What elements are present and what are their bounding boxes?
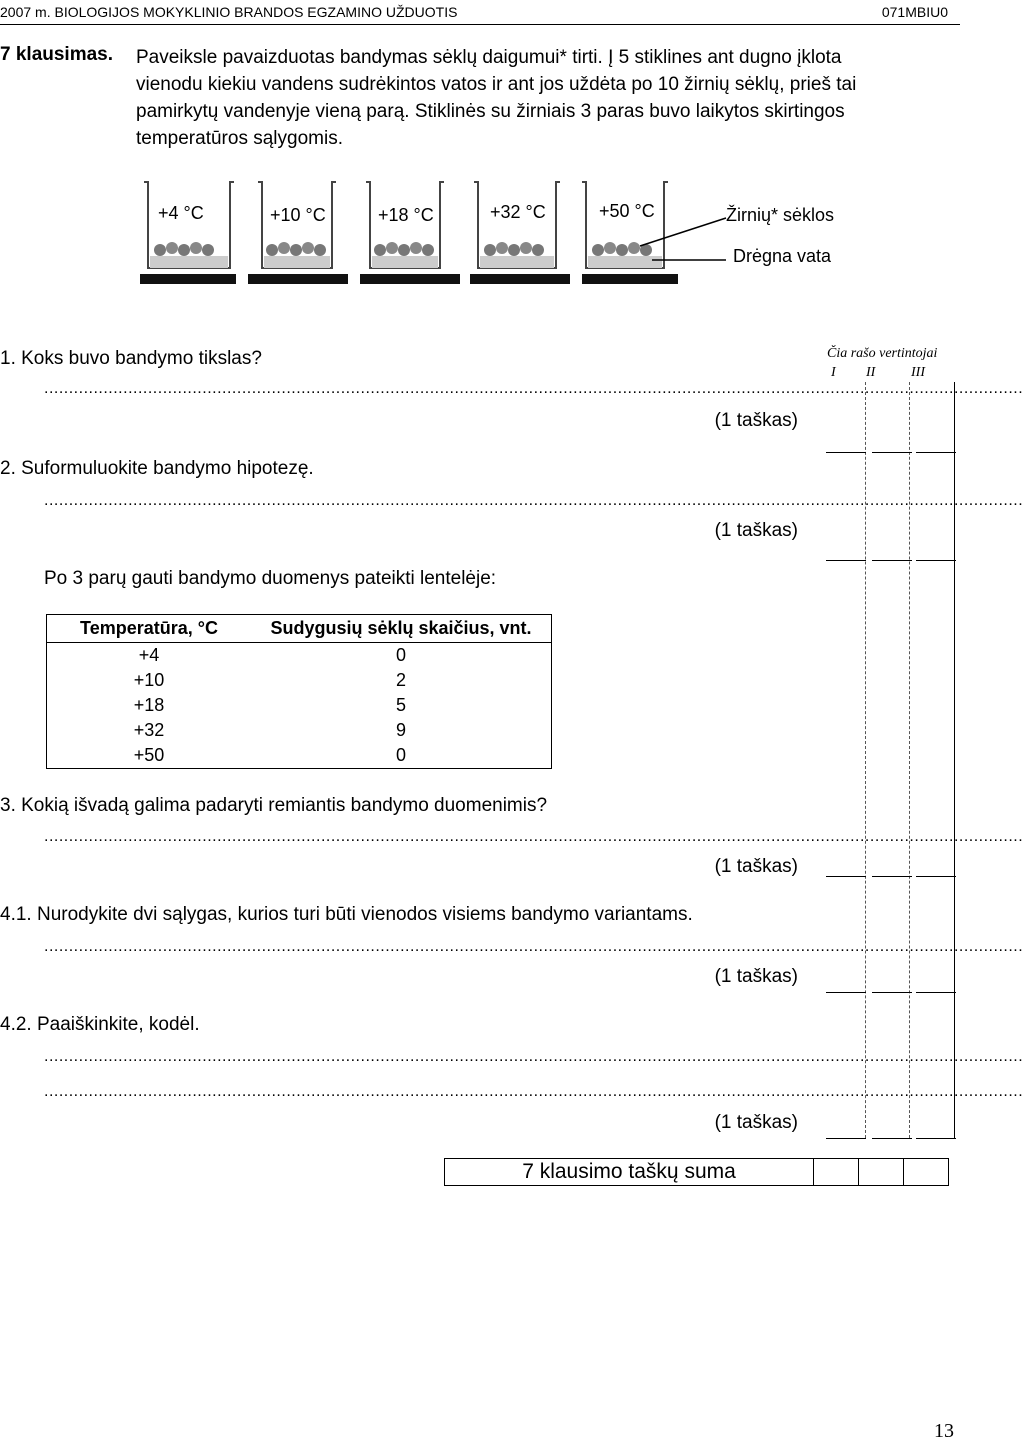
question-line: Paveiksle pavaizduotas bandymas sėklų daigumui* tirti. Į 5 stiklines ant dugno įklota xyxy=(136,47,842,68)
grade-box-III[interactable] xyxy=(916,876,956,877)
table-row xyxy=(47,643,552,669)
answer-line[interactable]: ...................................................................................................................................................................................................... xyxy=(44,828,1023,845)
q2-text: 2. Suformuluokite bandymo hipotezę. xyxy=(0,458,314,479)
q42-text: 4.2. Paaiškinkite, kodėl. xyxy=(0,1014,200,1035)
grade-box-II[interactable] xyxy=(872,992,912,993)
points-label: (1 taškas) xyxy=(714,410,798,431)
answer-line[interactable]: ...................................................................................................................................................................................................... xyxy=(44,380,1023,397)
table-cell: 5 xyxy=(251,693,552,718)
temp-label-5: +50 °C xyxy=(599,201,655,221)
score-sum-cell[interactable] xyxy=(859,1159,904,1186)
grader-col-label: III xyxy=(911,365,925,380)
question-line: pamirkytų vandenyje vieną parą. Stiklinės su žirniais 3 paras buvo laikytos skirtingos xyxy=(136,101,845,122)
grade-box-I[interactable] xyxy=(826,560,866,561)
q41-text: 4.1. Nurodykite dvi sąlygas, kurios turi būti vienodos visiems bandymo variantams. xyxy=(0,904,693,925)
table-row xyxy=(47,668,552,693)
score-sum-label: 7 klausimo taškų suma xyxy=(445,1159,814,1186)
table-cell: 0 xyxy=(251,743,552,769)
table-header: Sudygusių sėklų skaičius, vnt. xyxy=(251,615,552,643)
score-sum-cell[interactable] xyxy=(904,1159,949,1186)
grade-box-II[interactable] xyxy=(872,452,912,453)
beaker-4 xyxy=(470,182,570,284)
question-text xyxy=(136,44,956,152)
answer-line[interactable]: ...................................................................................................................................................................................................... xyxy=(44,492,1023,509)
table-row xyxy=(47,718,552,743)
header-code: 071MBIU0 xyxy=(881,4,948,20)
temp-label-4: +32 °C xyxy=(490,202,546,222)
temp-label-1: +4 °C xyxy=(158,203,204,223)
points-label: (1 taškas) xyxy=(714,966,798,987)
data-table xyxy=(46,614,552,769)
grader-col-label: II xyxy=(866,365,876,380)
points-label: (1 taškas) xyxy=(714,856,798,877)
grade-box-III[interactable] xyxy=(916,452,956,453)
table-cell: +32 xyxy=(47,718,252,743)
table-row xyxy=(47,743,552,769)
grade-box-I[interactable] xyxy=(826,1138,866,1139)
beaker-5 xyxy=(582,182,678,284)
seeds-pointer xyxy=(640,218,726,246)
grade-box-I[interactable] xyxy=(826,876,866,877)
grade-box-II[interactable] xyxy=(872,560,912,561)
answer-line[interactable]: ...................................................................................................................................................................................................... xyxy=(44,1048,1023,1065)
temp-label-3: +18 °C xyxy=(378,205,434,225)
points-label: (1 taškas) xyxy=(714,1112,798,1133)
score-sum-table xyxy=(444,1158,949,1186)
question-number: 7 klausimas. xyxy=(0,44,114,65)
table-intro: Po 3 parų gauti bandymo duomenys pateikti lentelėje: xyxy=(44,568,497,589)
grade-box-III[interactable] xyxy=(916,992,956,993)
seeds-label: Žirnių* sėklos xyxy=(726,205,835,225)
grade-box-I[interactable] xyxy=(826,452,866,453)
grader-col-label: I xyxy=(831,365,836,380)
page-number: 13 xyxy=(934,1420,954,1442)
beaker-3 xyxy=(360,182,460,284)
q1-text: 1. Koks buvo bandymo tikslas? xyxy=(0,348,262,369)
table-row xyxy=(47,693,552,718)
graders-title: Čia rašo vertintojai xyxy=(827,346,938,361)
grade-box-III[interactable] xyxy=(916,1138,956,1139)
table-header: Temperatūra, °C xyxy=(47,615,252,643)
answer-line[interactable]: ...................................................................................................................................................................................................... xyxy=(44,1083,1023,1100)
q3-text: 3. Kokią išvadą galima padaryti remiantis bandymo duomenimis? xyxy=(0,795,548,816)
header-title: 2007 m. BIOLOGIJOS MOKYKLINIO BRANDOS EGZAMINO UŽDUOTIS xyxy=(0,4,458,20)
table-cell: +4 xyxy=(47,643,252,669)
table-cell: +50 xyxy=(47,743,252,769)
grade-box-III[interactable] xyxy=(916,560,956,561)
question-line: vienodu kiekiu vandens sudrėkintos vatos ir ant jos uždėta po 10 žirnių sėklų, prieš tai xyxy=(136,74,857,95)
table-cell: 0 xyxy=(251,643,552,669)
header-rule xyxy=(0,24,960,25)
grade-box-II[interactable] xyxy=(872,1138,912,1139)
points-label: (1 taškas) xyxy=(714,520,798,541)
table-cell: +10 xyxy=(47,668,252,693)
temp-label-2: +10 °C xyxy=(270,205,326,225)
answer-line[interactable]: ...................................................................................................................................................................................................... xyxy=(44,938,1023,955)
table-cell: +18 xyxy=(47,693,252,718)
cotton-label: Drėgna vata xyxy=(733,246,832,266)
score-sum-cell[interactable] xyxy=(814,1159,859,1186)
question-line: temperatūros sąlygomis. xyxy=(136,128,343,149)
beaker-2 xyxy=(248,182,348,284)
table-cell: 9 xyxy=(251,718,552,743)
experiment-figure xyxy=(0,170,960,300)
grade-box-I[interactable] xyxy=(826,992,866,993)
grade-box-II[interactable] xyxy=(872,876,912,877)
table-cell: 2 xyxy=(251,668,552,693)
beaker-1 xyxy=(140,182,236,284)
